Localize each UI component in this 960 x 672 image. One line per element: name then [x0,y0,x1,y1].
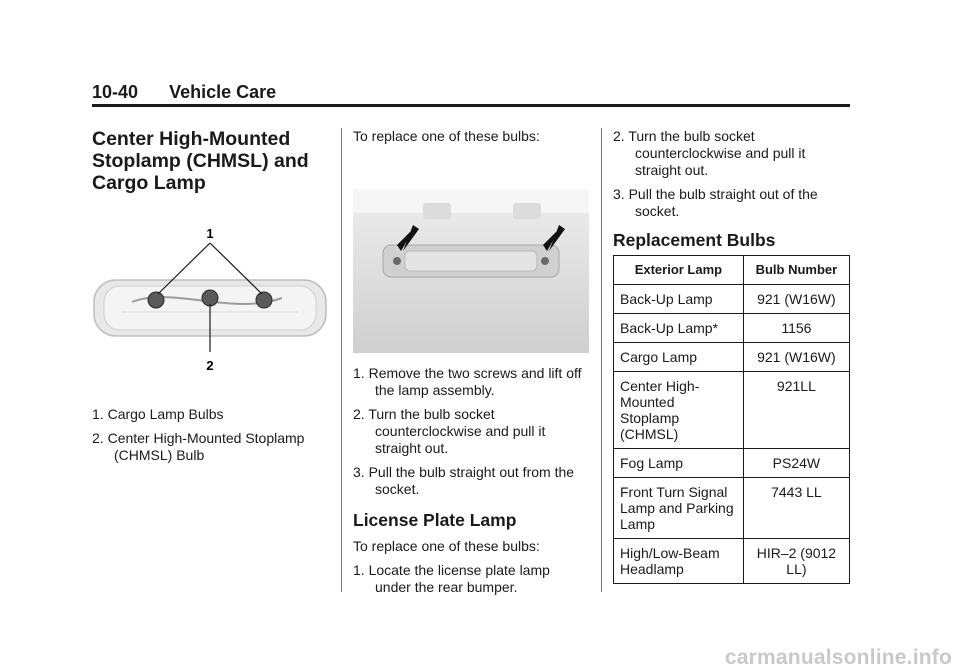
list-item: 2. Turn the bulb socket counterclockwise and pull it straight out. [353,406,546,456]
chmsl-heading: Center High-Mounted Stoplamp (CHMSL) and Cargo Lamp [92,128,309,194]
header-rule [92,104,850,107]
lamp-cell: Front Turn Signal Lamp and Parking Lamp [614,478,744,539]
lamp-cell: Center High-Mounted Stoplamp (CHMSL) [614,372,744,449]
list-item: 3. Pull the bulb straight out from the socket. [353,464,575,497]
table-row [614,372,850,449]
bulb-number-cell: PS24W [743,449,849,478]
column-header-exterior-lamp: Exterior Lamp [614,256,744,285]
list-item: 1. Locate the license plate lamp under the rear bumper. [353,562,550,595]
lamp-cell: Back-Up Lamp* [614,314,744,343]
column-2 [353,128,589,603]
bulb-number-cell: 921LL [743,372,849,449]
table-row [614,449,850,478]
bulb-number-cell: 1156 [743,314,849,343]
table-row [614,478,850,539]
table-row [614,314,850,343]
list-item: 1. Cargo Lamp Bulbs [92,406,224,422]
list-item: 3. Pull the bulb straight out of the socket. [613,186,818,219]
callout-1-label: 1 [206,226,214,241]
table-row [614,343,850,372]
lamp-cell: Cargo Lamp [614,343,744,372]
bulb-number-cell: 921 (W16W) [743,285,849,314]
list-item: 1. Remove the two screws and lift off the lamp assembly. [353,365,582,398]
license-plate-heading: License Plate Lamp [353,510,517,530]
chmsl-figure [92,224,328,380]
bulb-number-cell: 7443 LL [743,478,849,539]
lamp-removal-figure [353,189,589,353]
lamp-cell: High/Low-Beam Headlamp [614,539,744,584]
bulb-number-cell: 921 (W16W) [743,343,849,372]
chmsl-lamp-illustration [92,224,328,380]
replacement-bulbs-table [613,255,850,584]
watermark: carmanualsonline.info [724,646,952,669]
replacement-bulbs-heading: Replacement Bulbs [613,230,776,250]
chmsl-legend-list [92,406,328,464]
intro-text: To replace one of these bulbs: [353,128,540,144]
list-item: 2. Turn the bulb socket counterclockwise and pull it straight out. [613,128,806,178]
list-item: 2. Center High-Mounted Stoplamp (CHMSL) Bulb [92,430,305,463]
column-divider [341,128,342,592]
lamp-cell: Fog Lamp [614,449,744,478]
lamp-assembly-photo [353,189,589,353]
column-3 [613,128,850,584]
column-header-bulb-number: Bulb Number [743,256,849,285]
page-header [92,82,276,103]
license-steps-continued [613,128,850,220]
column-1 [92,128,328,471]
license-intro-text: To replace one of these bulbs: [353,538,540,554]
column-divider [601,128,602,592]
page-number: 10-40 [92,82,139,102]
table-row [614,285,850,314]
table-row [614,539,850,584]
bulb-number-cell: HIR–2 (9012 LL) [743,539,849,584]
lamp-cell: Back-Up Lamp [614,285,744,314]
callout-2-label: 2 [206,358,214,373]
license-steps [353,562,589,596]
section-title: Vehicle Care [169,82,277,102]
table-header-row [614,256,850,285]
lamp-removal-steps [353,365,589,498]
